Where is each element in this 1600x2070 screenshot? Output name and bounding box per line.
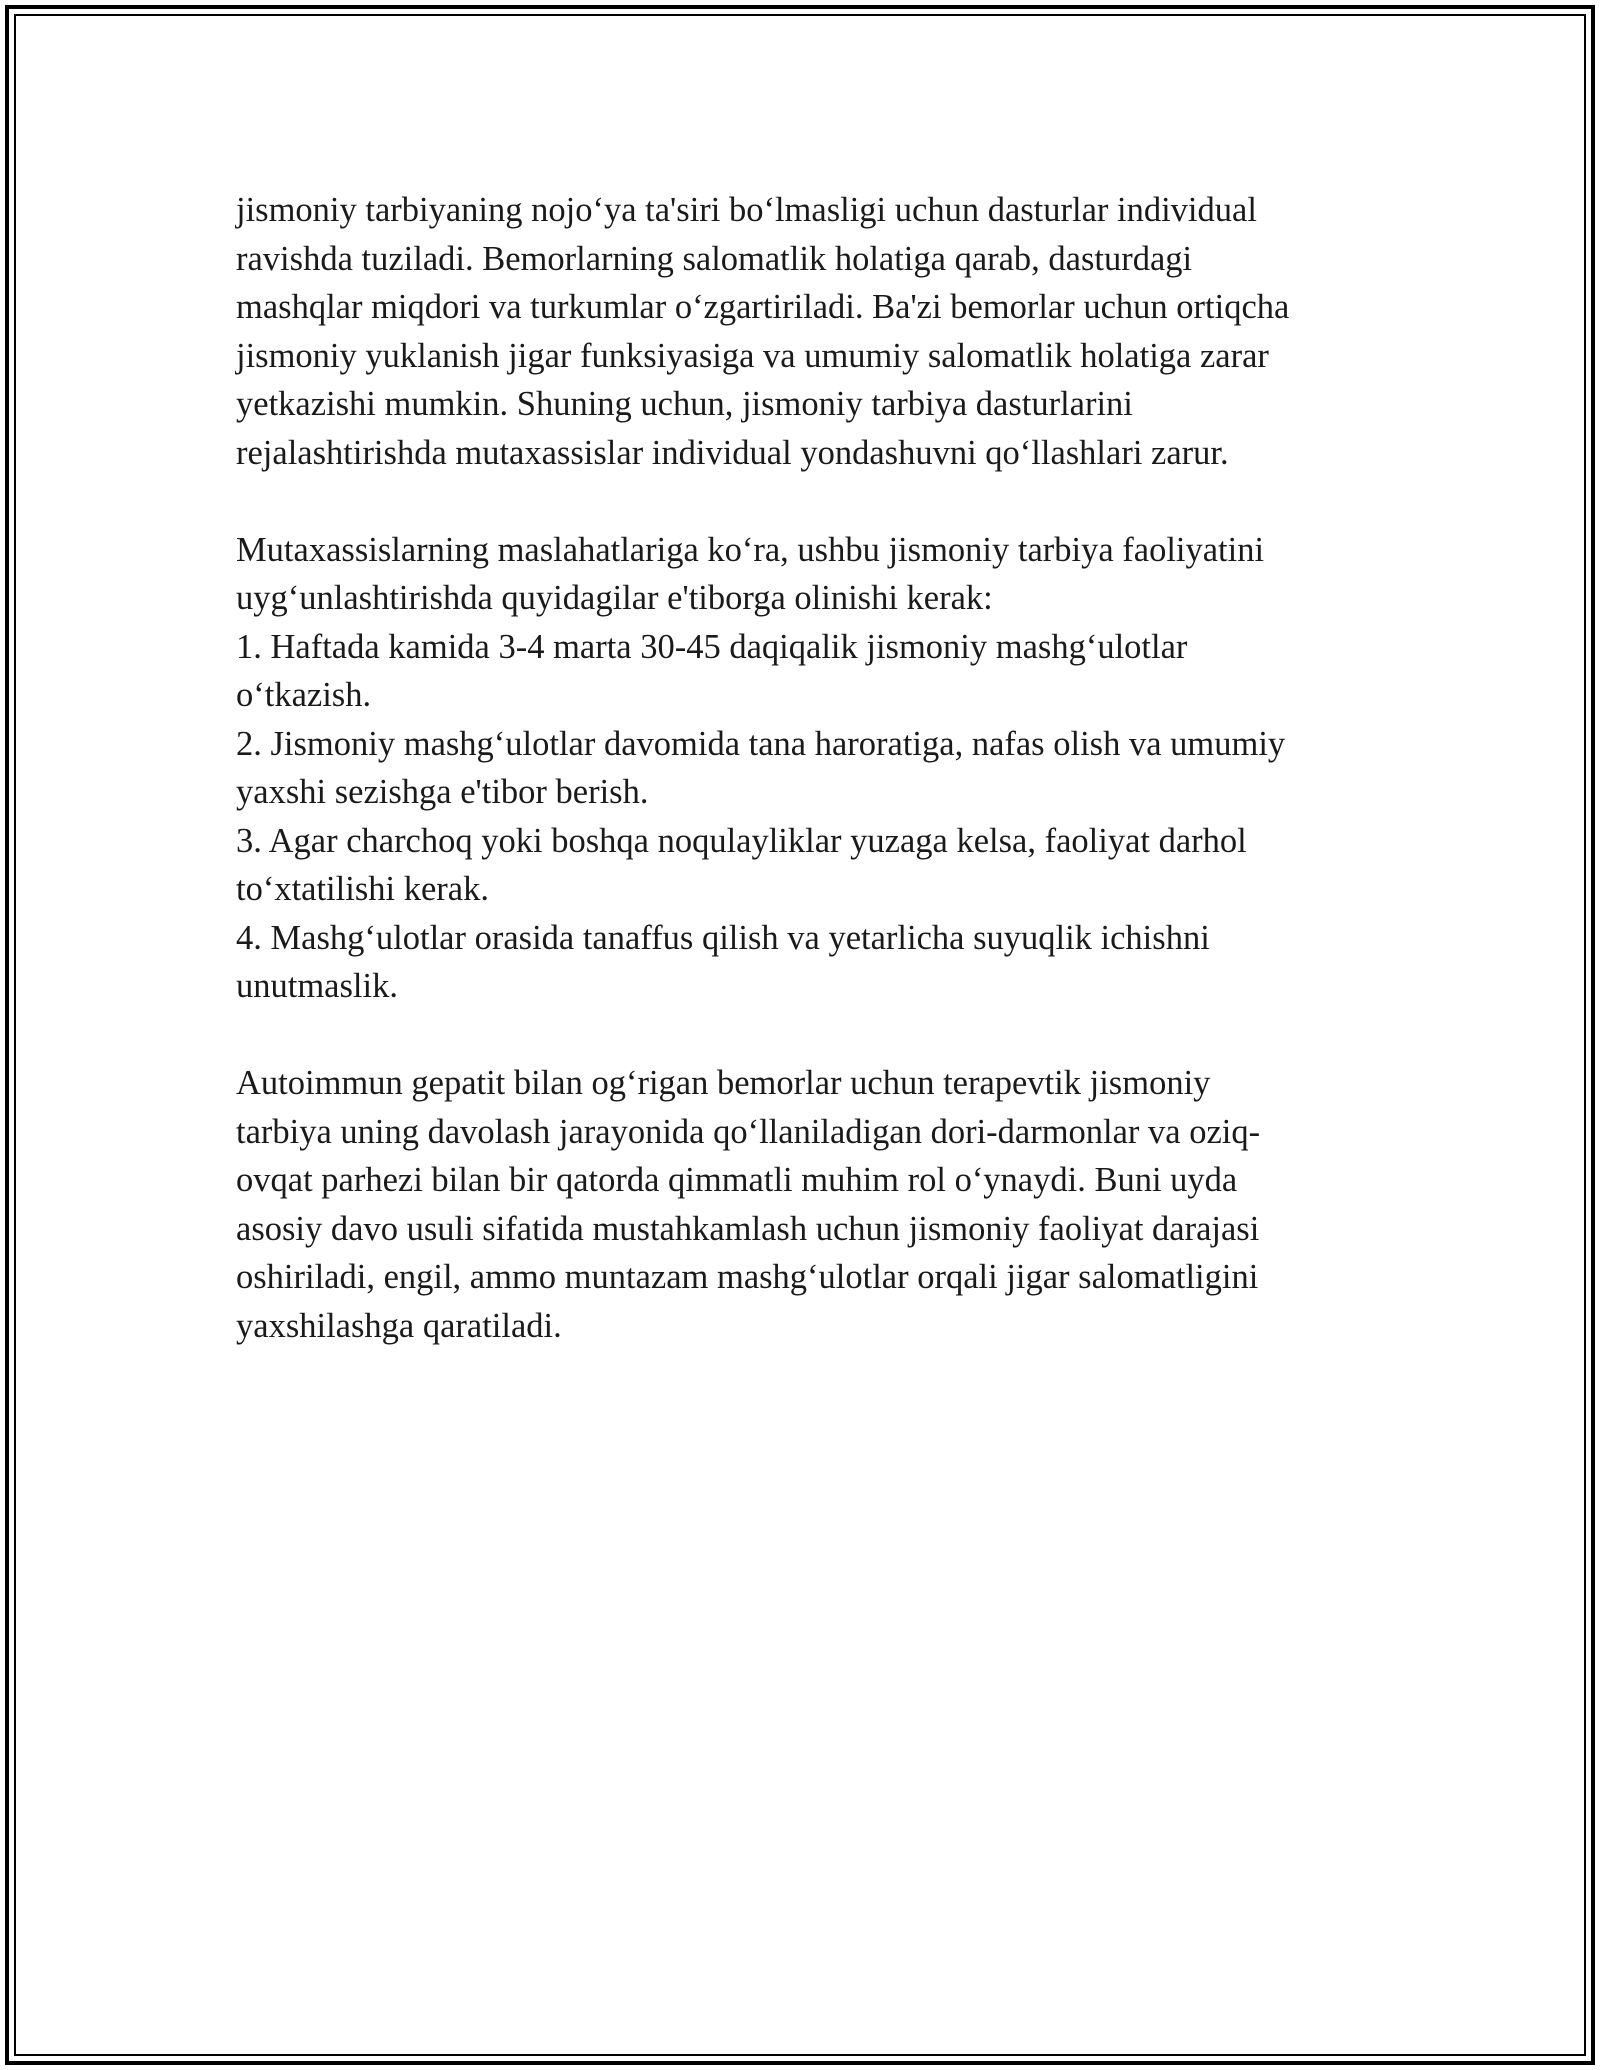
text-line: jismoniy yuklanish jigar funksiyasiga va umumiy salomatlik holatiga zarar xyxy=(236,336,1269,375)
text-line: Autoimmun gepatit bilan og‘rigan bemorlar uchun terapevtik jismoniy xyxy=(236,1064,1211,1102)
text-line: Mutaxassislarning maslahatlariga ko‘ra, ushbu jismoniy tarbiya faoliyatini xyxy=(236,530,1265,569)
list-item-line: 2. Jismoniy mashg‘ulotlar davomida tana haroratiga, nafas olish va umumiy xyxy=(236,724,1286,763)
text-line: yaxshilashga qaratiladi. xyxy=(236,1306,562,1345)
list-item-line: 1. Haftada kamida 3-4 marta 30-45 daqiqalik jismoniy mashg‘ulotlar xyxy=(236,627,1188,666)
text-line: oshiriladi, engil, ammo muntazam mashg‘ulotlar orqali jigar salomatligini xyxy=(236,1258,1259,1296)
paragraph xyxy=(236,186,1376,477)
text-line: mashqlar miqdori va turkumlar o‘zgartiriladi. Ba'zi bemorlar uchun ortiqcha xyxy=(236,288,1290,326)
text-line: ovqat parhezi bilan bir qatorda qimmatli muhim rol o‘ynaydi. Buni uyda xyxy=(236,1161,1238,1199)
text-line: jismoniy tarbiyaning nojo‘ya ta'siri bo‘lmasligi uchun dasturlar individual xyxy=(236,191,1257,229)
paragraph-spacer xyxy=(236,477,1376,526)
text-line: yetkazishi mumkin. Shuning uchun, jismoniy tarbiya dasturlarini xyxy=(236,385,1133,423)
list-item-line: to‘xtatilishi kerak. xyxy=(236,870,489,908)
text-line: tarbiya uning davolash jarayonida qo‘llaniladigan dori-darmonlar va oziq- xyxy=(236,1112,1261,1151)
list-item-line: o‘tkazish. xyxy=(236,676,372,714)
document-body xyxy=(236,186,1376,1350)
text-line: asosiy davo usuli sifatida mustahkamlash uchun jismoniy faoliyat darajasi xyxy=(236,1209,1260,1248)
list-item-line: unutmaslik. xyxy=(236,967,398,1005)
list-item-line: yaxshi sezishga e'tibor berish. xyxy=(236,773,649,811)
paragraph-spacer xyxy=(236,1011,1376,1060)
paragraph xyxy=(236,526,1376,1011)
list-item-line: 3. Agar charchoq yoki boshqa noqulayliklar yuzaga kelsa, faoliyat darhol xyxy=(236,821,1247,860)
text-line: uyg‘unlashtirishda quyidagilar e'tiborga olinishi kerak: xyxy=(236,579,993,617)
list-item-line: 4. Mashg‘ulotlar orasida tanaffus qilish va yetarlicha suyuqlik ichishni xyxy=(236,918,1210,957)
text-line: rejalashtirishda mutaxassislar individual yondashuvni qo‘llashlari zarur. xyxy=(236,433,1229,472)
paragraph xyxy=(236,1059,1376,1350)
text-line: ravishda tuziladi. Bemorlarning salomatlik holatiga qarab, dasturdagi xyxy=(236,239,1193,278)
